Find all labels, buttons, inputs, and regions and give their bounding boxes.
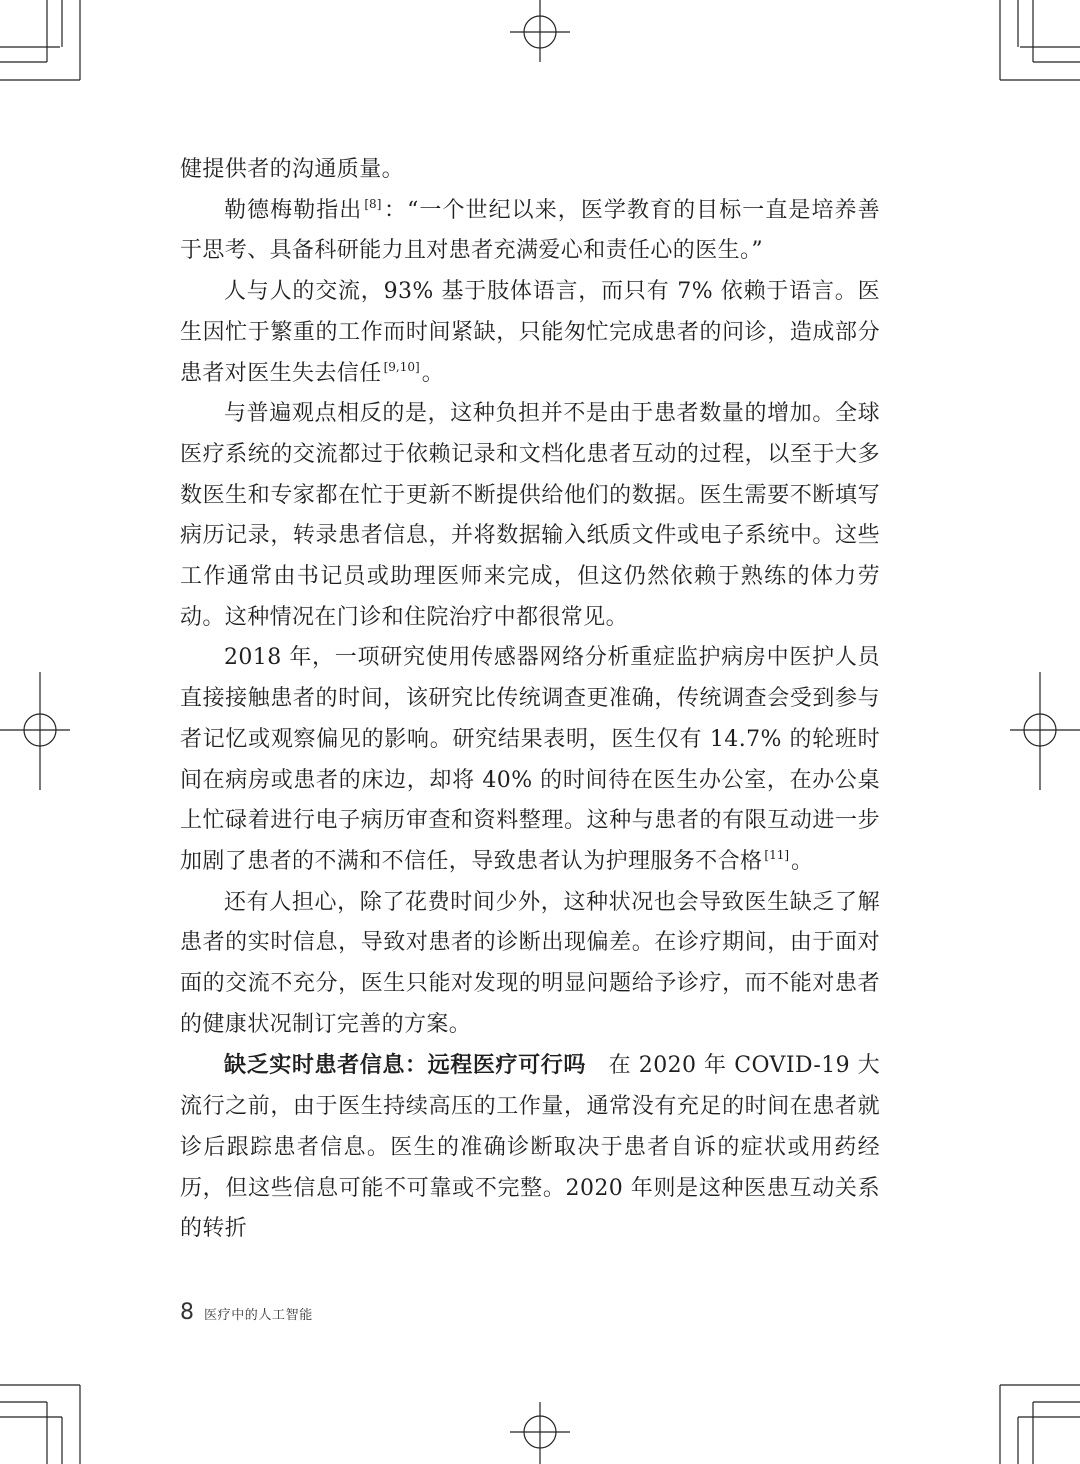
paragraph-2-quote: ：“一个世纪以来，医学教育的目标一直是培养善于思考、具备科研能力且对患者充满爱心和责任心的医生。”: [180, 197, 880, 264]
page-footer: [180, 1300, 313, 1330]
paragraph-7: [180, 1045, 880, 1250]
page-number: 8: [180, 1300, 194, 1325]
paragraph-3-body: 人与人的交流，93% 基于肢体语言，而只有 7% 依赖于语言。医生因忙于繁重的工作而时间紧缺，只能匆忙完成患者的问诊，造成部分患者对医生失去信任: [180, 279, 880, 386]
paragraph-3-end: 。: [421, 360, 445, 386]
paragraph-2-lead: 勒德梅勒指出: [224, 197, 363, 223]
paragraph-1: [180, 150, 880, 191]
citation-11: [11]: [764, 847, 790, 862]
paragraph-4-text: 与普遍观点相反的是，这种负担并不是由于患者数量的增加。全球医疗系统的交流都过于依赖记录和文档化患者互动的过程，以至于大多数医生和专家都在忙于更新不断提供给他们的数据。医生需要不断填写病历记录，转录患者信息，并将数据输入纸质文件或电子系统中。这些工作通常由书记员或助理医师来完成，但这仍然依赖于熟练的体力劳动。这种情况在门诊和住院治疗中都很常见。: [180, 401, 880, 630]
paragraph-1-text: 健提供者的沟通质量。: [180, 157, 405, 182]
paragraph-5-body: 2018 年，一项研究使用传感器网络分析重症监护病房中医护人员直接接触患者的时间，该研究比传统调查更准确，传统调查会受到参与者记忆或观察偏见的影响。研究结果表明，医生仅有 14.7% 的轮班时间在病房或患者的床边，却将 40% 的时间待在医生办公室，在办公桌上忙碌着进行电子病历审查和资料整理。这种与患者的有限互动进一步加剧了患者的不满和不信任，导致患者认为护理服务不合格: [180, 645, 880, 874]
paragraph-3: [180, 272, 880, 394]
paragraph-5: [180, 638, 880, 882]
paragraph-6: [180, 883, 880, 1046]
paragraph-2: [180, 191, 880, 272]
section-run-in-heading: 缺乏实时患者信息：远程医疗可行吗: [224, 1052, 586, 1079]
paragraph-4: [180, 394, 880, 638]
body-text: [180, 150, 880, 1250]
paragraph-7-body: 在 2020 年 COVID-19 大流行之前，由于医生持续高压的工作量，通常没有充足的时间在患者就诊后跟踪患者信息。医生的准确诊断取决于患者自诉的症状或用药经历，但这些信息可能不可靠或不完整。2020 年则是这种医患互动关系的转折: [180, 1053, 880, 1242]
citation-9-10: [9,10]: [383, 359, 420, 374]
paragraph-5-end: 。: [791, 848, 814, 874]
running-title: 医疗中的人工智能: [204, 1308, 313, 1323]
paragraph-6-text: 还有人担心，除了花费时间少外，这种状况也会导致医生缺乏了解患者的实时信息，导致对患者的诊断出现偏差。在诊疗期间，由于面对面的交流不充分，医生只能对发现的明显问题给予诊疗，而不能对患者的健康状况制订完善的方案。: [180, 889, 880, 1037]
citation-8: [8]: [364, 196, 382, 211]
